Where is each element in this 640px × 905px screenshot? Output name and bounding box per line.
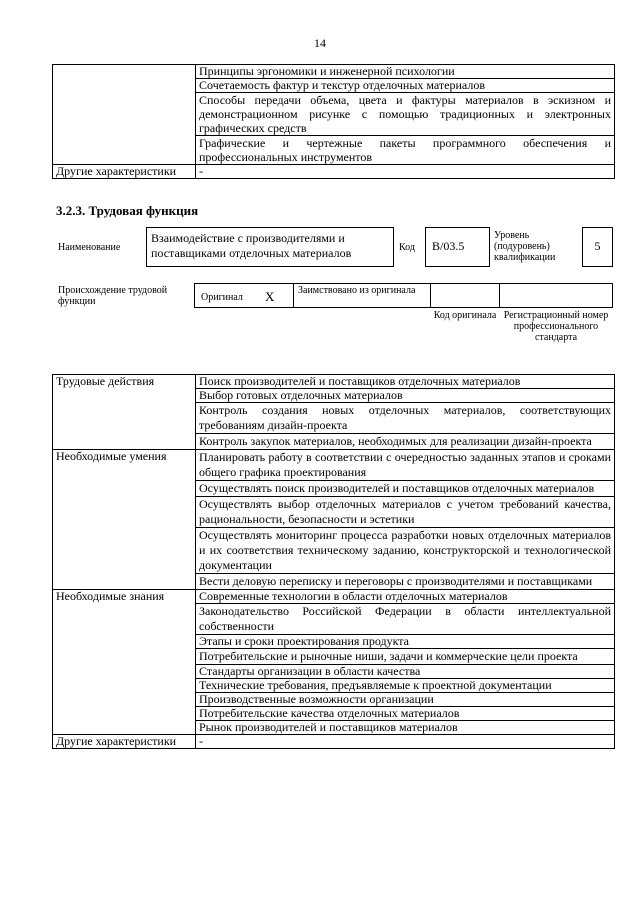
knowledge-item: Потребительские и рыночные ниши, задачи и коммерческие цели проекта [196,649,615,665]
name-label: Наименование [58,242,121,253]
top-other-value: - [196,165,615,179]
knowledge-item: Этапы и сроки проектирования продукта [196,635,615,649]
reg-caption: Регистрационный номер профессионального стандарта [503,310,609,343]
main-other-label: Другие характеристики [53,735,196,749]
skill-item: Осуществлять мониторинг процесса разработки новых отделочных материалов и их соответствия техническому заданию, конструкторской и технологической документации [196,528,615,574]
skill-item: Планировать работу в соответствии с очередностью заданных этапов и сроками общего графика проектирования [196,450,615,481]
top-row-2: Сочетаемость фактур и текстур отделочных материалов [196,79,615,93]
code-caption: Код оригинала [433,310,497,321]
knowledge-item: Стандарты организации в области качества [196,665,615,679]
top-row-1: Принципы эргономики и инженерной психологии [196,65,615,79]
original-label: Оригинал [201,292,243,303]
level-label: Уровень (подуровень) квалификации [494,230,556,263]
top-table [52,64,615,179]
origin-code-cell [430,283,500,308]
action-item: Контроль закупок материалов, необходимых для реализации дизайн-проекта [196,434,615,450]
knowledge-item: Производственные возможности организации [196,693,615,707]
main-table [52,374,615,749]
top-other-label: Другие характеристики [53,165,196,179]
borrowed-cell [293,283,431,308]
original-mark: X [265,289,275,304]
name-value: Взаимодействие с производителями и поставщиками отделочных материалов [146,227,394,267]
knowledge-item: Рынок производителей и поставщиков материалов [196,721,615,735]
skill-item: Осуществлять поиск производителей и поставщиков отделочных материалов [196,481,615,497]
action-item: Контроль создания новых отделочных материалов, соответствующих требованиям дизайн-проекта [196,403,615,434]
origin-reg-cell [499,283,613,308]
knowledge-item: Потребительские качества отделочных материалов [196,707,615,721]
borrowed-label: Заимствовано из оригинала [298,285,416,296]
group-label-knowledge: Необходимые знания [53,590,196,735]
action-item: Выбор готовых отделочных материалов [196,389,615,403]
origin-label: Происхождение трудовой функции [58,285,168,307]
knowledge-item: Технические требования, предъявляемые к проектной документации [196,679,615,693]
code-value: B/03.5 [425,227,490,267]
main-other-value: - [196,735,615,749]
knowledge-item: Современные технологии в области отделочных материалов [196,590,615,604]
section-title: 3.2.3. Трудовая функция [56,203,199,218]
action-item: Поиск производителей и поставщиков отделочных материалов [196,375,615,389]
top-row-3: Способы передачи объема, цвета и фактуры материалов в эскизном и демонстрационном рисунке с помощью традиционных и электронных графических средств [196,93,615,136]
code-label: Код [399,242,415,253]
original-cell [194,283,294,308]
empty-label-cell [53,65,196,165]
group-label-skills: Необходимые умения [53,450,196,590]
level-value: 5 [582,227,613,267]
group-label-actions: Трудовые действия [53,375,196,450]
knowledge-item: Законодательство Российской Федерации в области интеллектуальной собственности [196,604,615,635]
skill-item: Вести деловую переписку и переговоры с производителями и поставщиками [196,574,615,590]
top-row-4: Графические и чертежные пакеты программного обеспечения и профессиональных инструментов [196,136,615,165]
page-number: 14 [314,36,326,50]
skill-item: Осуществлять выбор отделочных материалов с учетом требований качества, рациональности, безопасности и эстетики [196,497,615,528]
